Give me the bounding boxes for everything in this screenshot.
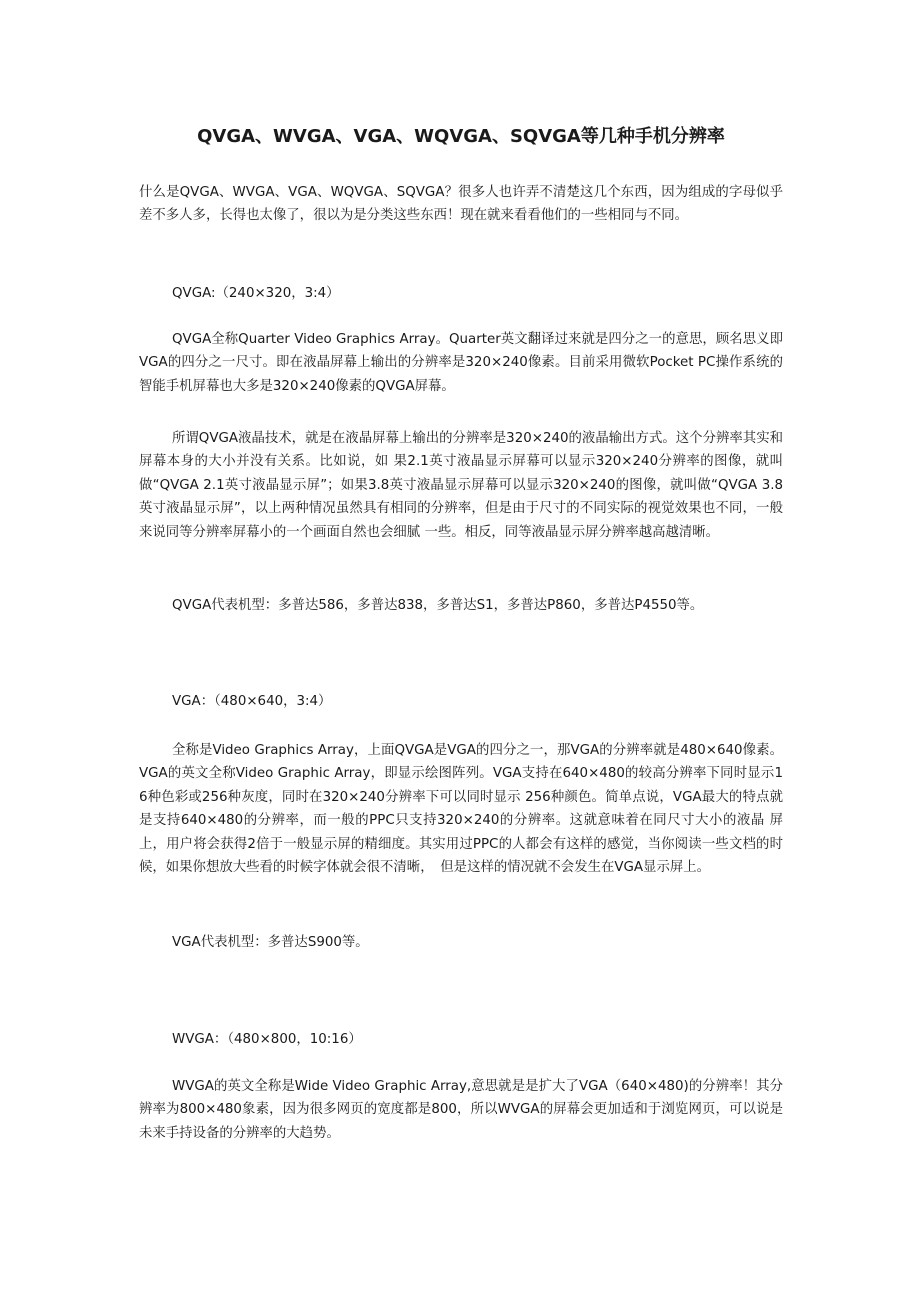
wvga-definition-paragraph: WVGA的英文全称是Wide Video Graphic Array,意思就是是扩大了VGA（640×480)的分辨率！其分辨率为800×480象素，因为很多网页的宽度都是800，所以WVGA的屏幕会更加适和于浏览网页，可以说是未来手持设备的分辨率的大趋势。 <box>139 1079 783 1141</box>
vga-models-paragraph: VGA代表机型：多普达S900等。 <box>172 935 369 950</box>
qvga-models-paragraph: QVGA代表机型：多普达586，多普达838，多普达S1，多普达P860，多普达P4550等。 <box>172 598 704 613</box>
qvga-heading: QVGA:（240×320，3:4） <box>172 286 340 301</box>
wvga-heading: WVGA：（480×800，10:16） <box>172 1032 362 1047</box>
document-title: QVGA、WVGA、VGA、WQVGA、SQVGA等几种手机分辨率 <box>197 126 725 147</box>
vga-definition-paragraph: 全称是Video Graphics Array，上面QVGA是VGA的四分之一，那VGA的分辨率就是480×640像素。VGA的英文全称Video Graphic Array，即显示绘图阵列。VGA支持在640×480的较高分辨率下同时显示16种色彩或256种灰度，同时在320×240分辨率下可以同时显示 256种颜色。简单点说，VGA最大的特点就是支持640×480的分辨率，而一般的PPC只支持320×240的分辨率。这就意味着在同尺寸大小的液晶 屏上，用户将会获得2倍于一般显示屏的精细度。其实用过PPC的人都会有这样的感觉，当你阅读一些文档的时候，如果你想放大些看的时候字体就会很不清晰， 但是这样的情况就不会发生在VGA显示屏上。 <box>139 743 783 876</box>
vga-heading: VGA：（480×640，3:4） <box>172 694 332 709</box>
qvga-technology-paragraph: 所谓QVGA液晶技术，就是在液晶屏幕上输出的分辨率是320×240的液晶输出方式。这个分辨率其实和屏幕本身的大小并没有关系。比如说，如 果2.1英寸液晶显示屏幕可以显示320×240分辨率的图像，就叫做“QVGA 2.1英寸液晶显示屏”；如果3.8英寸液晶显示屏幕可以显示320×240的图像，就叫做“QVGA 3.8英寸液晶显示屏”，以上两种情况虽然具有相同的分辨率，但是由于尺寸的不同实际的视觉效果也不同，一般来说同等分辨率屏幕小的一个画面自然也会细腻 一些。相反，同等液晶显示屏分辨率越高越清晰。 <box>139 431 783 540</box>
qvga-definition-paragraph: QVGA全称Quarter Video Graphics Array。Quarter英文翻译过来就是四分之一的意思，顾名思义即VGA的四分之一尺寸。即在液晶屏幕上输出的分辨率是320×240像素。目前采用微软Pocket PC操作系统的智能手机屏幕也大多是320×240像素的QVGA屏幕。 <box>139 332 783 394</box>
intro-paragraph: 什么是QVGA、WVGA、VGA、WQVGA、SQVGA？很多人也许弄不清楚这几个东西，因为组成的字母似乎差不多人多，长得也太像了，很以为是分类这些东西！现在就来看看他们的一些相同与不同。 <box>139 185 783 224</box>
